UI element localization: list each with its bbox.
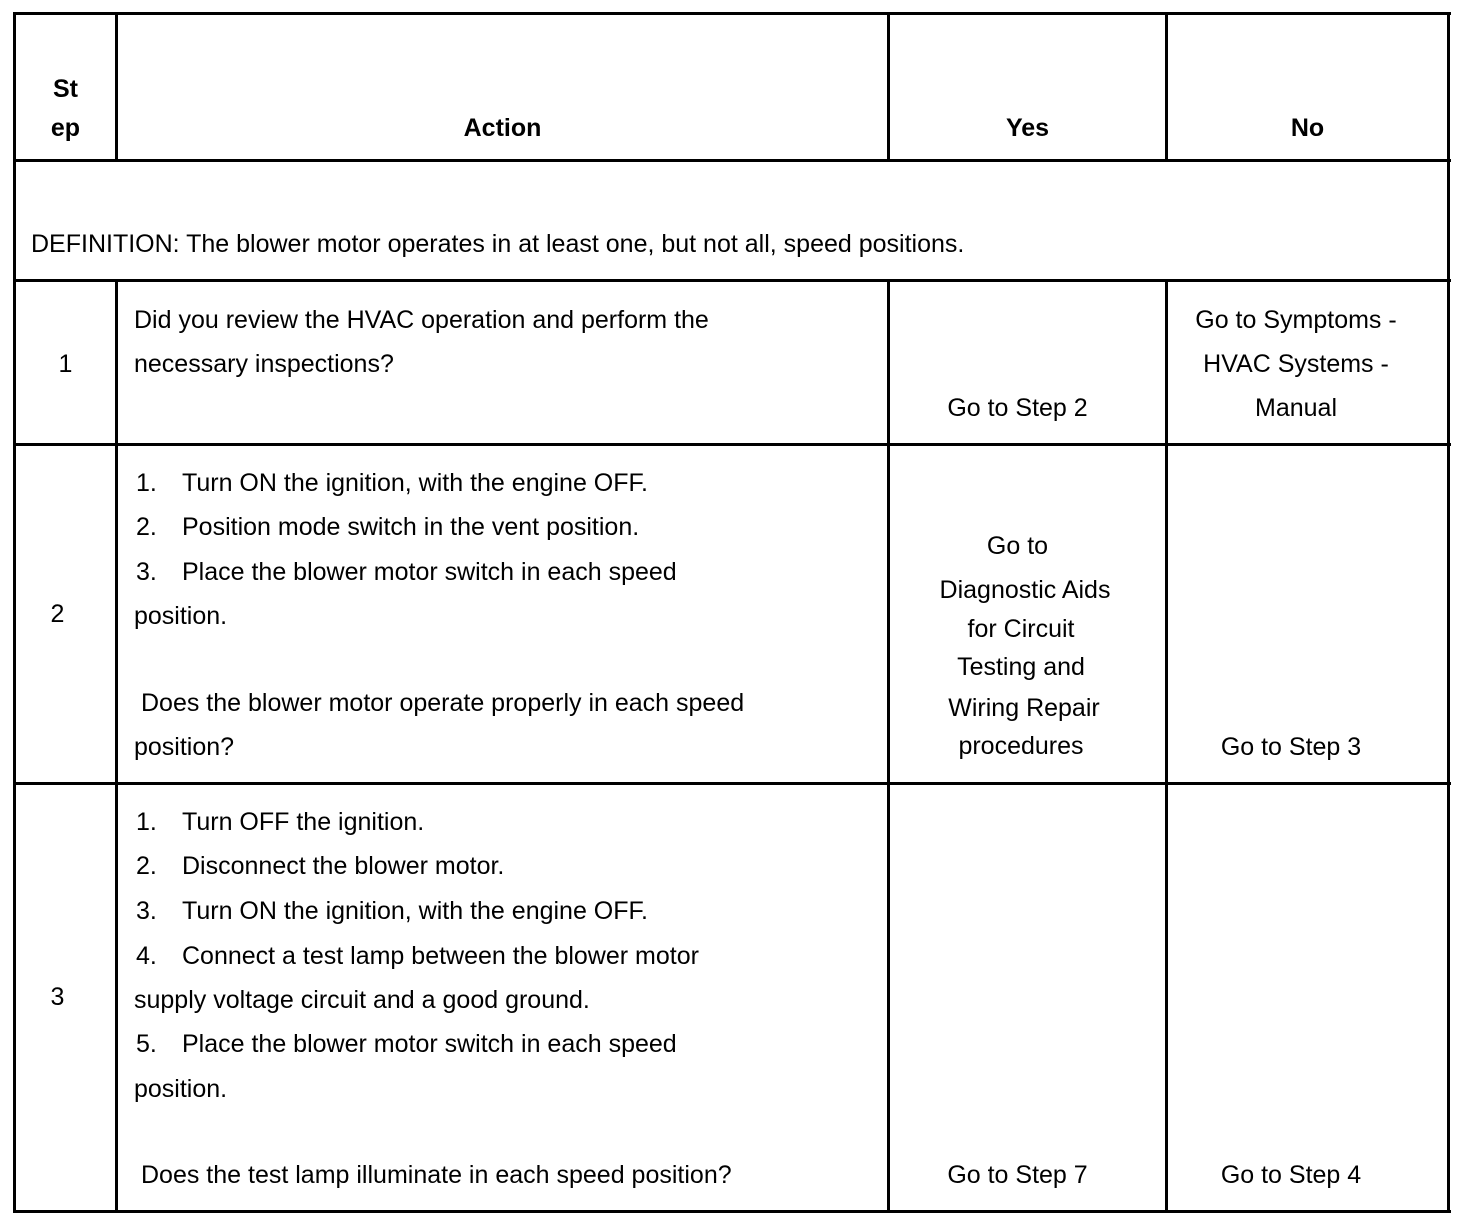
row2-yes-line5: Wiring Repair <box>948 694 1100 722</box>
row1-divider <box>13 443 1451 446</box>
header-divider <box>13 159 1451 162</box>
row2-list-continuation: position. <box>134 602 228 630</box>
row3-list-text-2: Disconnect the blower motor. <box>182 852 505 880</box>
row3-list-text-5: Place the blower motor switch in each speed <box>182 1030 677 1058</box>
row1-step: 1 <box>58 350 73 378</box>
row2-yes-line2: Diagnostic Aids <box>939 576 1111 604</box>
row1-no-line3: Manual <box>1255 394 1337 422</box>
row2-question-line2: position? <box>134 733 235 761</box>
row2-list-num-1: 1. <box>136 469 157 497</box>
row3-list-num-1: 1. <box>136 808 157 836</box>
row3-list-text-1: Turn OFF the ignition. <box>182 808 425 836</box>
definition-text: DEFINITION: The blower motor operates in at least one, but not all, speed positions. <box>31 230 965 258</box>
row2-yes-line3: for Circuit <box>967 615 1075 643</box>
row2-yes-line1: Go to <box>986 532 1049 560</box>
row3-list-num-4: 4. <box>136 942 157 970</box>
row2-list-num-2: 2. <box>136 513 157 541</box>
row2-step: 2 <box>50 600 65 628</box>
row3-list2-continuation: position. <box>134 1075 228 1103</box>
row2-yes-line4: Testing and <box>957 653 1085 681</box>
definition-divider <box>13 279 1451 282</box>
header-no: No <box>1290 114 1325 142</box>
row2-list-num-3: 3. <box>136 558 157 586</box>
row3-question: Does the test lamp illuminate in each speed position? <box>141 1161 732 1189</box>
table-border-bottom <box>13 1210 1451 1213</box>
row3-step: 3 <box>50 983 65 1011</box>
row3-list-continuation: supply voltage circuit and a good ground. <box>134 986 590 1014</box>
row2-list-text-1: Turn ON the ignition, with the engine OFF. <box>182 469 648 497</box>
table-border-right <box>1447 12 1450 1213</box>
table-border-top <box>13 12 1451 15</box>
row2-list-text-2: Position mode switch in the vent position. <box>182 513 640 541</box>
row3-no: Go to Step 4 <box>1220 1161 1362 1189</box>
row2-list-text-3: Place the blower motor switch in each speed <box>182 558 677 586</box>
row3-list-num-3: 3. <box>136 897 157 925</box>
row1-yes: Go to Step 2 <box>947 394 1088 422</box>
row2-divider <box>13 782 1451 785</box>
header-yes: Yes <box>1005 114 1050 142</box>
row2-yes-line6: procedures <box>958 732 1084 760</box>
header-step-line1: St <box>53 75 78 103</box>
row1-no-line1: Go to Symptoms - <box>1195 306 1397 334</box>
row1-action-line1: Did you review the HVAC operation and perform the <box>134 306 709 334</box>
row1-no-line2: HVAC Systems - <box>1203 350 1389 378</box>
row3-list-num-5: 5. <box>136 1030 157 1058</box>
row1-action-line2: necessary inspections? <box>134 350 394 378</box>
row3-yes: Go to Step 7 <box>947 1161 1088 1189</box>
header-action: Action <box>463 114 542 142</box>
row3-list-num-2: 2. <box>136 852 157 880</box>
row3-list-text-3: Turn ON the ignition, with the engine OFF. <box>182 897 648 925</box>
col-divider-step <box>115 279 118 1213</box>
row3-list-text-4: Connect a test lamp between the blower motor <box>182 942 699 970</box>
row2-question-line1: Does the blower motor operate properly in each speed <box>141 689 745 717</box>
row2-no: Go to Step 3 <box>1220 733 1362 761</box>
header-step-line2: ep <box>50 114 81 142</box>
